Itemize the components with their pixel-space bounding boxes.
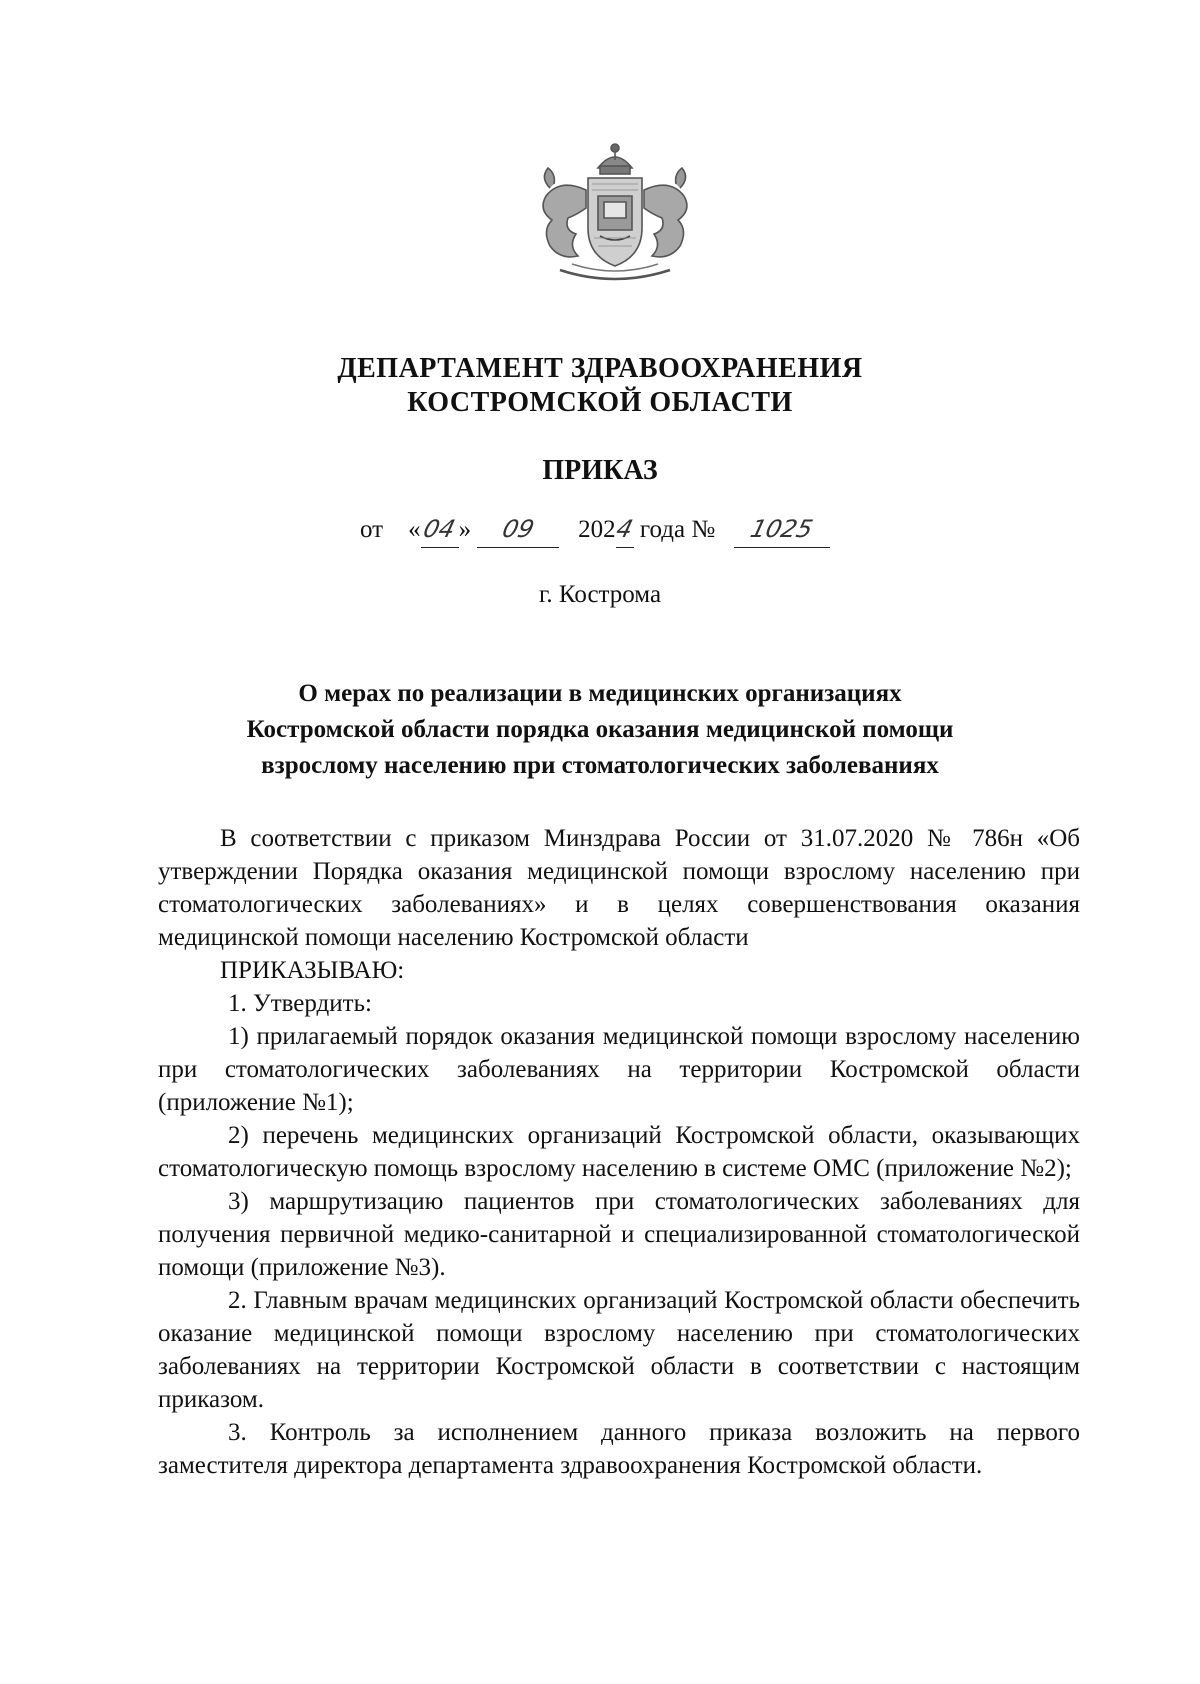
item-1: 1. Утвердить: <box>228 990 372 1017</box>
item-1-1: 1) прилагаемый порядок оказания медицинской помощи взрослому населению при стоматологических заболеваниях на территории Костромской области (приложение №1); <box>158 1023 1080 1116</box>
item-1-2: 2) перечень медицинских организаций Костромской области, оказывающих стоматологическую помощь взрослому населению в системе ОМС (приложение №2); <box>158 1122 1080 1182</box>
title-line-2: Костромской области порядка оказания медицинской помощи <box>246 716 954 743</box>
month-slot <box>477 512 559 548</box>
order-title <box>0 676 1200 784</box>
year-prefix: 202 <box>578 516 616 543</box>
title-line-3: взрослому населению при стоматологических заболеваниях <box>261 752 939 779</box>
day-value: 04 <box>420 515 459 543</box>
year-slot <box>613 512 636 548</box>
number-slot <box>734 512 830 548</box>
year-suffix: года № <box>639 516 716 543</box>
city: г. Кострома <box>538 581 662 608</box>
order-body <box>158 822 1080 1482</box>
year-digit: 4 <box>613 515 636 543</box>
date-prefix: от <box>360 516 384 543</box>
item-1-3: 3) маршрутизацию пациентов при стоматологических заболеваниях для получения первичной медико-санитарной и специализированной стоматологической помощи (приложение №3). <box>158 1188 1080 1281</box>
title-line-1: О мерах по реализации в медицинских организациях <box>298 680 902 707</box>
item-3: 3. Контроль за исполнением данного приказа возложить на первого заместителя директора департамента здравоохранения Костромской области. <box>158 1419 1080 1479</box>
item-2: 2. Главным врачам медицинских организаций Костромской области обеспечить оказание медицинской помощи взрослому населению при стоматологических заболеваниях на территории Костромской области в соответствии с настоящим приказом. <box>158 1287 1080 1413</box>
coat-of-arms-icon <box>520 138 710 288</box>
order-number: 1025 <box>747 515 816 543</box>
preamble-paragraph: В соответствии с приказом Минздрава России от 31.07.2020 № 786н «Об утверждении Порядка оказания медицинской помощи взрослому населению при стоматологических заболеваниях» и в целях совершенствования оказания медицинской помощи населению Костромской области <box>158 825 1080 951</box>
month-value: 09 <box>499 515 538 543</box>
day-open-quote: « <box>408 516 421 543</box>
day-close-quote: » <box>458 516 472 543</box>
order-word: ПРИКАЗЫВАЮ: <box>220 957 405 984</box>
department-line-2: КОСТРОМСКОЙ ОБЛАСТИ <box>407 387 793 418</box>
department-line-1: ДЕПАРТАМЕНТ ЗДРАВООХРАНЕНИЯ <box>337 353 863 384</box>
document-type: ПРИКАЗ <box>542 455 658 486</box>
day-slot <box>421 512 459 548</box>
date-number-line <box>360 512 830 548</box>
department-heading <box>0 352 1200 420</box>
